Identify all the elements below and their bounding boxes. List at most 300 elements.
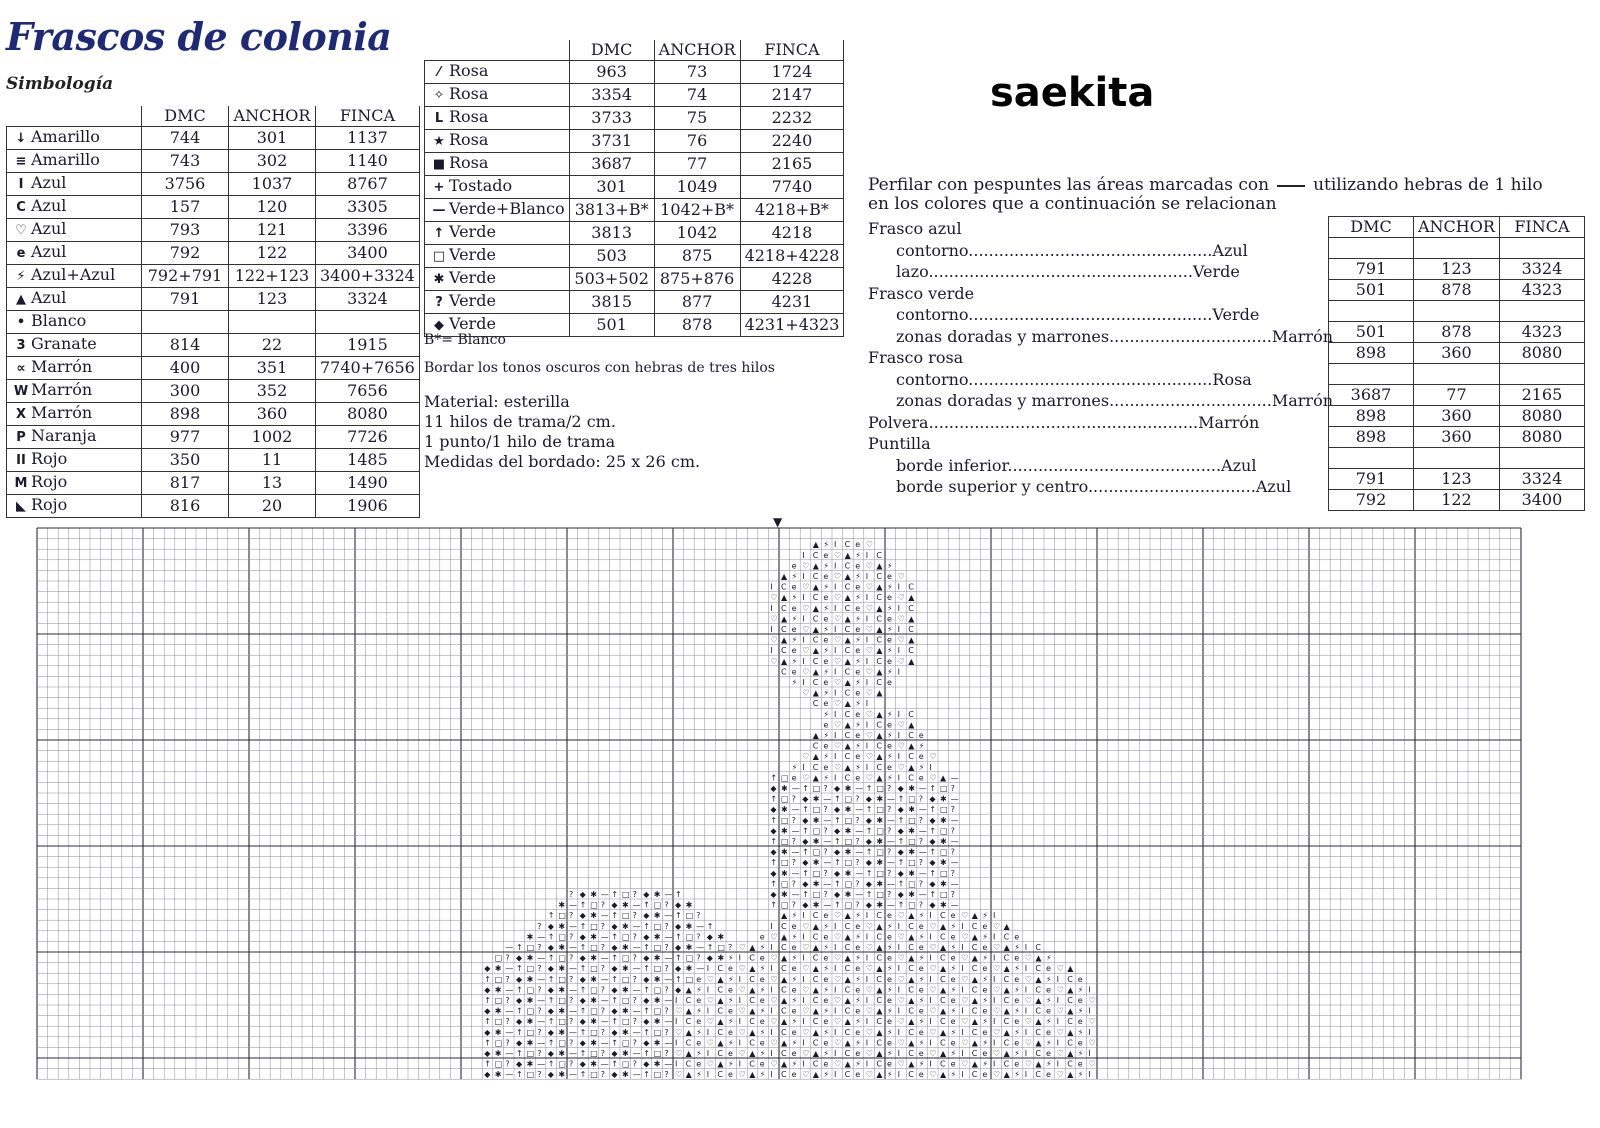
stitch-symbol-icon: L [434, 111, 444, 126]
stitch-symbol: e [791, 603, 797, 613]
material-line: Medidas del bordado: 25 x 26 cm. [424, 452, 701, 471]
stitch-symbol: □ [622, 1059, 630, 1069]
stitch-symbol: I [897, 1049, 900, 1058]
stitch-symbol: ? [505, 1017, 510, 1027]
stitch-symbol: ▲ [1003, 1027, 1010, 1037]
dmc-value: 3354 [569, 84, 654, 107]
stitch-symbol: ♡ [802, 985, 810, 995]
stitch-symbol: ↑ [897, 794, 905, 804]
stitch-symbol: ↑ [643, 921, 650, 931]
finca-value: 1906 [316, 495, 420, 518]
stitch-symbol: □ [908, 900, 916, 910]
stitch-symbol: — [950, 900, 959, 910]
stitch-symbol: e [823, 1038, 829, 1048]
outline-color: Verde [1192, 262, 1240, 281]
stitch-symbol: e [1046, 985, 1051, 995]
stitch-symbol: □ [653, 943, 662, 952]
stitch-symbol: e [791, 1049, 797, 1058]
stitch-symbol: □ [908, 879, 916, 889]
stitch-symbol: ◆ [516, 996, 523, 1005]
stitch-symbol: ▲ [844, 1059, 851, 1069]
stitch-symbol: ◆ [802, 879, 809, 889]
stitch-symbol: C [876, 911, 882, 921]
stitch-symbol: □ [558, 932, 566, 942]
stitch-symbol: ▲ [812, 646, 819, 656]
stitch-symbol: ⚡ [1046, 953, 1052, 963]
stitch-symbol-icon: ✱ [433, 272, 445, 287]
color-name: Rosa [449, 61, 489, 80]
stitch-symbol: ? [632, 953, 637, 963]
stitch-symbol: I [865, 932, 869, 942]
stitch-symbol: I [802, 974, 805, 984]
stitch-symbol: ◆ [834, 847, 841, 857]
stitch-symbol: I [865, 1038, 869, 1048]
stitch-symbol: ? [664, 1027, 669, 1037]
stitch-symbol: ⚡ [696, 1027, 702, 1037]
stitch-symbol: C [971, 1006, 978, 1016]
stitch-symbol: C [876, 762, 882, 772]
stitch-symbol: □ [781, 858, 789, 868]
stitch-symbol: ▲ [781, 1059, 788, 1069]
stitch-symbol: ▲ [685, 1027, 692, 1037]
stitch-symbol: — [569, 1049, 577, 1058]
stitch-symbol: ⚡ [950, 1049, 957, 1058]
stitch-symbol: I [770, 582, 773, 592]
stitch-symbol: e [982, 921, 988, 931]
stitch-symbol: — [696, 964, 705, 974]
stitch-symbol: ↑ [516, 985, 523, 995]
stitch-symbol: I [993, 932, 996, 942]
outline-item [868, 476, 1333, 498]
stitch-symbol: ? [600, 985, 606, 995]
stitch-symbol: ⚡ [950, 943, 957, 952]
stitch-symbol: C [940, 996, 946, 1005]
stitch-symbol: □ [844, 794, 853, 804]
stitch-symbol: ▲ [812, 540, 819, 550]
stitch-symbol: ▲ [940, 1070, 947, 1080]
stitch-symbol: e [855, 985, 861, 995]
stitch-symbol: ↑ [611, 974, 619, 984]
stitch-symbol: e [982, 964, 988, 974]
stitch-symbol: e [791, 561, 797, 571]
stitch-symbol: I [993, 1017, 996, 1027]
stitch-symbol: C [876, 656, 882, 666]
stitch-symbol: — [918, 890, 927, 899]
stitch-symbol: ⚡ [887, 561, 893, 571]
finca-value: 7740+7656 [316, 357, 420, 380]
stitch-symbol: ✱ [653, 911, 661, 921]
stitch-symbol: ✱ [622, 1027, 629, 1037]
stitch-symbol: ? [632, 974, 637, 984]
material-line: Material: esterilla [424, 392, 570, 411]
stitch-symbol: □ [812, 890, 821, 899]
stitch-symbol: ♡ [834, 720, 842, 730]
stitch-symbol-icon: • [16, 315, 26, 330]
stitch-symbol: ◆ [611, 921, 618, 931]
stitch-symbol: ? [855, 858, 860, 868]
outline-thread-row [1329, 280, 1585, 301]
stitch-symbol: ▲ [876, 561, 883, 571]
stitch-symbol: ✱ [558, 985, 566, 995]
stitch-symbol: I [897, 646, 900, 656]
finca-value: 4323 [1499, 322, 1584, 343]
stitch-symbol: — [569, 1006, 577, 1016]
instructions-part1: Perfilar con pespuntes las áreas marcadas con [868, 175, 1270, 195]
stitch-symbol: ? [950, 826, 955, 836]
stitch-symbol: ? [505, 953, 510, 963]
stitch-symbol: e [791, 1027, 797, 1037]
stitch-symbol: I [865, 699, 869, 709]
stitch-symbol: I [1088, 1049, 1091, 1058]
stitch-symbol: I [961, 921, 964, 931]
stitch-symbol: ▲ [717, 1059, 724, 1069]
key-row [425, 153, 844, 176]
stitch-symbol: ⚡ [855, 974, 861, 984]
stitch-symbol: C [908, 964, 914, 974]
stitch-symbol: ♡ [834, 614, 842, 624]
stitch-symbol: ⚡ [823, 561, 830, 571]
stitch-symbol: e [855, 731, 861, 740]
outline-thread-row [1329, 469, 1585, 490]
dmc-value: 898 [1329, 406, 1414, 427]
stitch-symbol: ⚡ [728, 1059, 734, 1069]
stitch-symbol: ✱ [526, 953, 534, 963]
stitch-symbol: C [844, 688, 851, 698]
stitch-symbol: e [759, 1017, 765, 1027]
stitch-symbol: ? [950, 868, 955, 878]
stitch-symbol: I [865, 572, 869, 581]
stitch-symbol: ↑ [675, 932, 682, 942]
stitch-symbol: ▲ [1003, 964, 1010, 974]
stitch-symbol: ⚡ [855, 1017, 861, 1027]
color-name: Verde [449, 268, 496, 287]
stitch-symbol: ♡ [865, 667, 873, 677]
stitch-symbol: ▲ [812, 667, 819, 677]
stitch-symbol: e [728, 964, 733, 974]
stitch-symbol: ↑ [770, 837, 778, 846]
stitch-symbol: e [1014, 1038, 1020, 1048]
stitch-symbol: ⚡ [950, 985, 957, 995]
stitch-symbol: I [706, 1070, 710, 1080]
key-row [425, 291, 844, 314]
stitch-symbol: □ [622, 1038, 630, 1048]
backstitch-line-icon [1277, 185, 1305, 187]
stitch-symbol: ◆ [802, 794, 809, 804]
stitch-symbol: C [844, 731, 851, 740]
stitch-symbol: ▲ [844, 720, 851, 730]
stitch-symbol: ⚡ [791, 911, 798, 921]
dmc-value: 791 [1329, 259, 1414, 280]
stitch-symbol: ↑ [547, 974, 555, 984]
stitch-symbol: ✱ [494, 1070, 502, 1080]
outline-thread-row [1329, 448, 1585, 469]
stitch-symbol: ▲ [1003, 943, 1010, 952]
stitch-symbol: ? [600, 921, 606, 931]
stitch-symbol: ↑ [865, 890, 873, 899]
outline-label: zonas doradas y marrones [896, 326, 1110, 346]
stitch-symbol: e [887, 720, 892, 730]
stitch-symbol-icon: + [433, 180, 445, 195]
key-row [7, 357, 420, 380]
stitch-symbol: C [876, 996, 882, 1005]
stitch-symbol: ♡ [802, 773, 810, 783]
stitch-symbol: ◆ [897, 847, 904, 857]
stitch-symbol: C [908, 731, 914, 740]
stitch-symbol: C [749, 1038, 755, 1048]
anchor-value: 301 [229, 127, 316, 150]
stitch-symbol: ↑ [579, 985, 587, 995]
stitch-symbol: ♡ [961, 1038, 969, 1048]
stitch-symbol: C [876, 720, 882, 730]
stitch-symbol: I [865, 974, 869, 984]
stitch-symbol: ▲ [1067, 1070, 1074, 1080]
stitch-symbol: ▲ [781, 593, 788, 603]
stitch-symbol: ✱ [558, 900, 566, 910]
stitch-symbol: — [823, 879, 832, 889]
stitch-symbol: ▲ [717, 974, 724, 984]
dot-leader: ................................................ [968, 369, 1213, 389]
stitch-symbol: □ [653, 1027, 662, 1037]
stitch-symbol: ◆ [643, 1038, 650, 1048]
stitch-symbol: C [844, 582, 851, 592]
stitch-symbol: C [1003, 1038, 1010, 1048]
stitch-symbol: — [600, 1038, 609, 1048]
stitch-symbol: ↑ [802, 890, 809, 899]
stitch-symbol: C [844, 667, 851, 677]
stitch-symbol: — [855, 784, 864, 793]
stitch-symbol: C [1003, 932, 1010, 942]
color-name: Marrón [31, 403, 93, 422]
anchor-value: 351 [229, 357, 316, 380]
stitch-symbol: I [738, 953, 741, 963]
stitch-symbol: ↑ [865, 868, 873, 878]
stitch-symbol: ▲ [844, 762, 851, 772]
stitch-symbol: C [908, 943, 914, 952]
stitch-symbol: C [781, 1006, 787, 1016]
stitch-symbol: ↑ [516, 1006, 523, 1016]
stitch-symbol: ↑ [643, 900, 650, 910]
stitch-symbol: ✱ [908, 847, 915, 857]
stitch-symbol: □ [558, 1017, 566, 1027]
stitch-symbol: □ [781, 837, 789, 846]
stitch-symbol: I [865, 614, 869, 624]
stitch-symbol: I [834, 540, 837, 550]
stitch-symbol: C [685, 1038, 692, 1048]
stitched-symbols [484, 540, 1095, 1079]
stitch-symbol: ⚡ [887, 709, 893, 719]
stitch-symbol: □ [558, 1038, 566, 1048]
stitch-symbol: I [770, 921, 773, 931]
stitch-symbol: C [717, 985, 723, 995]
stitch-symbol: ♡ [865, 731, 873, 740]
stitch-symbol: C [844, 1070, 851, 1080]
outline-thread-row [1329, 490, 1585, 511]
outline-thread-row [1329, 343, 1585, 364]
stitch-symbol: ? [855, 815, 860, 825]
stitch-symbol: ? [632, 1059, 637, 1069]
stitch-symbol: — [505, 964, 514, 974]
stitch-symbol: I [865, 656, 869, 666]
stitch-symbol: ? [600, 943, 606, 952]
anchor-value: 875 [654, 245, 740, 268]
stitch-symbol: ↑ [834, 815, 841, 825]
material-line: 11 hilos de trama/2 cm. [424, 412, 616, 431]
anchor-value: 878 [654, 314, 740, 337]
dmc-value: 898 [1329, 343, 1414, 364]
dmc-value: 791 [142, 288, 229, 311]
outline-color: Azul [1212, 240, 1248, 260]
stitch-symbol: ▲ [876, 625, 883, 634]
stitch-symbol: e [950, 996, 956, 1005]
dmc-value: 792 [142, 242, 229, 265]
dot-leader: ..................................................... [928, 412, 1199, 432]
stitch-symbol: ♡ [802, 1027, 810, 1037]
dmc-value: 3813+B* [569, 199, 654, 222]
finca-value: 8080 [1499, 343, 1584, 364]
stitch-symbol: I [834, 688, 837, 698]
stitch-symbol: ◆ [643, 996, 650, 1005]
stitch-symbol: ↑ [643, 1006, 650, 1016]
outline-label: zonas doradas y marrones [896, 391, 1110, 410]
stitch-symbol: ◆ [579, 890, 586, 899]
stitch-symbol: e [887, 741, 892, 751]
stitch-symbol: ? [600, 1027, 606, 1037]
outline-color: Azul [1221, 455, 1257, 475]
stitch-symbol: — [600, 890, 609, 899]
stitch-symbol: e [759, 996, 765, 1005]
stitch-symbol: ⚡ [791, 572, 798, 581]
key-row [7, 219, 420, 242]
stitch-symbol: ✱ [590, 911, 597, 921]
stitch-symbol: ▲ [781, 953, 788, 963]
stitch-symbol: □ [781, 815, 789, 825]
stitch-symbol: □ [940, 890, 948, 899]
finca-value [1499, 301, 1584, 322]
stitch-symbol: ◆ [643, 1059, 650, 1069]
stitch-symbol: ♡ [929, 1070, 937, 1080]
finca-value: 4218+4228 [740, 245, 844, 268]
stitch-symbol: ⚡ [887, 985, 893, 995]
stitch-symbol: ✱ [526, 1038, 534, 1048]
anchor-value [229, 311, 316, 334]
stitch-symbol: ✱ [685, 964, 693, 974]
color-name: Azul [31, 219, 67, 238]
stitch-symbol: ⚡ [759, 1070, 766, 1080]
stitch-symbol: C [971, 964, 978, 974]
stitch-symbol: ⚡ [855, 720, 861, 730]
stitch-symbol: e [696, 974, 702, 984]
stitch-symbol: ✱ [781, 805, 788, 815]
stitch-symbol: C [844, 1049, 851, 1058]
finca-value: 1140 [316, 150, 420, 173]
stitch-symbol: C [876, 1017, 882, 1027]
stitch-symbol: ? [664, 1070, 669, 1080]
stitch-symbol: ♡ [834, 762, 842, 772]
stitch-symbol: ▲ [844, 614, 851, 624]
stitch-symbol: ♡ [770, 974, 778, 984]
finca-value: 4218+B* [740, 199, 844, 222]
stitch-symbol: ↑ [516, 1070, 523, 1080]
stitch-symbol: ▲ [971, 974, 978, 984]
stitch-symbol-icon: I [18, 177, 24, 192]
stitch-symbol: ♡ [929, 964, 937, 974]
stitch-symbol: ▲ [876, 985, 883, 995]
stitch-symbol: C [908, 582, 914, 592]
stitch-symbol: — [600, 996, 609, 1005]
stitch-symbol: ↑ [484, 1059, 491, 1069]
stitch-symbol: ▲ [844, 550, 851, 560]
stitch-symbol: ↑ [547, 953, 555, 963]
stitch-symbol: — [505, 943, 514, 952]
stitch-symbol: ▲ [1003, 1006, 1010, 1016]
stitch-symbol: ♡ [802, 625, 810, 634]
stitch-symbol: ♡ [897, 953, 905, 963]
stitch-symbol: e [823, 762, 829, 772]
stitch-symbol: e [728, 1070, 733, 1080]
stitch-symbol-icon: e [16, 246, 26, 261]
stitch-symbol: C [908, 1049, 914, 1058]
dmc-value [1329, 301, 1414, 322]
stitch-symbol: ⚡ [950, 1070, 957, 1080]
stitch-symbol: ▲ [844, 953, 851, 963]
stitch-symbol: ? [664, 1049, 669, 1058]
anchor-value: 1002 [229, 426, 316, 449]
anchor-value [1414, 301, 1500, 322]
stitch-symbol: ♡ [834, 550, 842, 560]
stitch-symbol: ⚡ [823, 1070, 830, 1080]
stitch-symbol: C [1003, 996, 1010, 1005]
stitch-symbol: ▲ [844, 572, 851, 581]
stitch-symbol: ▲ [749, 943, 756, 952]
stitch-symbol: □ [717, 943, 725, 952]
stitch-symbol: e [791, 985, 797, 995]
stitch-symbol: I [1056, 1059, 1059, 1069]
stitch-symbol: e [918, 773, 924, 783]
color-name: Rosa [449, 107, 489, 126]
stitch-symbol: I [834, 603, 837, 613]
stitch-symbol: ✱ [622, 985, 629, 995]
stitch-symbol: ◆ [547, 1070, 554, 1080]
stitch-symbol: C [1035, 1006, 1041, 1016]
stitch-symbol: I [897, 964, 900, 974]
stitch-symbol: ⚡ [1046, 996, 1052, 1005]
stitch-symbol: ▲ [812, 1027, 819, 1037]
stitch-symbol: ▲ [781, 572, 788, 581]
stitch-symbol: I [865, 593, 869, 603]
stitch-symbol: ⚡ [855, 699, 861, 709]
stitch-symbol: ◆ [579, 1059, 586, 1069]
stitch-symbol: ✱ [844, 847, 852, 857]
stitch-symbol: ♡ [929, 985, 937, 995]
stitch-symbol: ↑ [706, 921, 714, 931]
stitch-symbol: ? [537, 1070, 542, 1080]
stitch-symbol: C [844, 964, 851, 974]
stitch-symbol: ♡ [1056, 964, 1064, 974]
stitch-symbol: ▲ [908, 635, 915, 645]
stitch-symbol: C [844, 646, 851, 656]
stitch-symbol: □ [908, 837, 916, 846]
finca-value: 3324 [316, 288, 420, 311]
stitch-symbol: ✱ [940, 900, 947, 910]
stitch-symbol: I [865, 911, 869, 921]
stitch-symbol: ▲ [844, 593, 851, 603]
stitch-symbol-icon: ? [435, 295, 443, 310]
stitch-symbol: ⚡ [823, 921, 830, 931]
stitch-symbol: ▲ [876, 964, 883, 974]
stitch-symbol: ↑ [675, 953, 682, 963]
stitch-symbol: e [918, 964, 924, 974]
outline-item [868, 369, 1333, 391]
